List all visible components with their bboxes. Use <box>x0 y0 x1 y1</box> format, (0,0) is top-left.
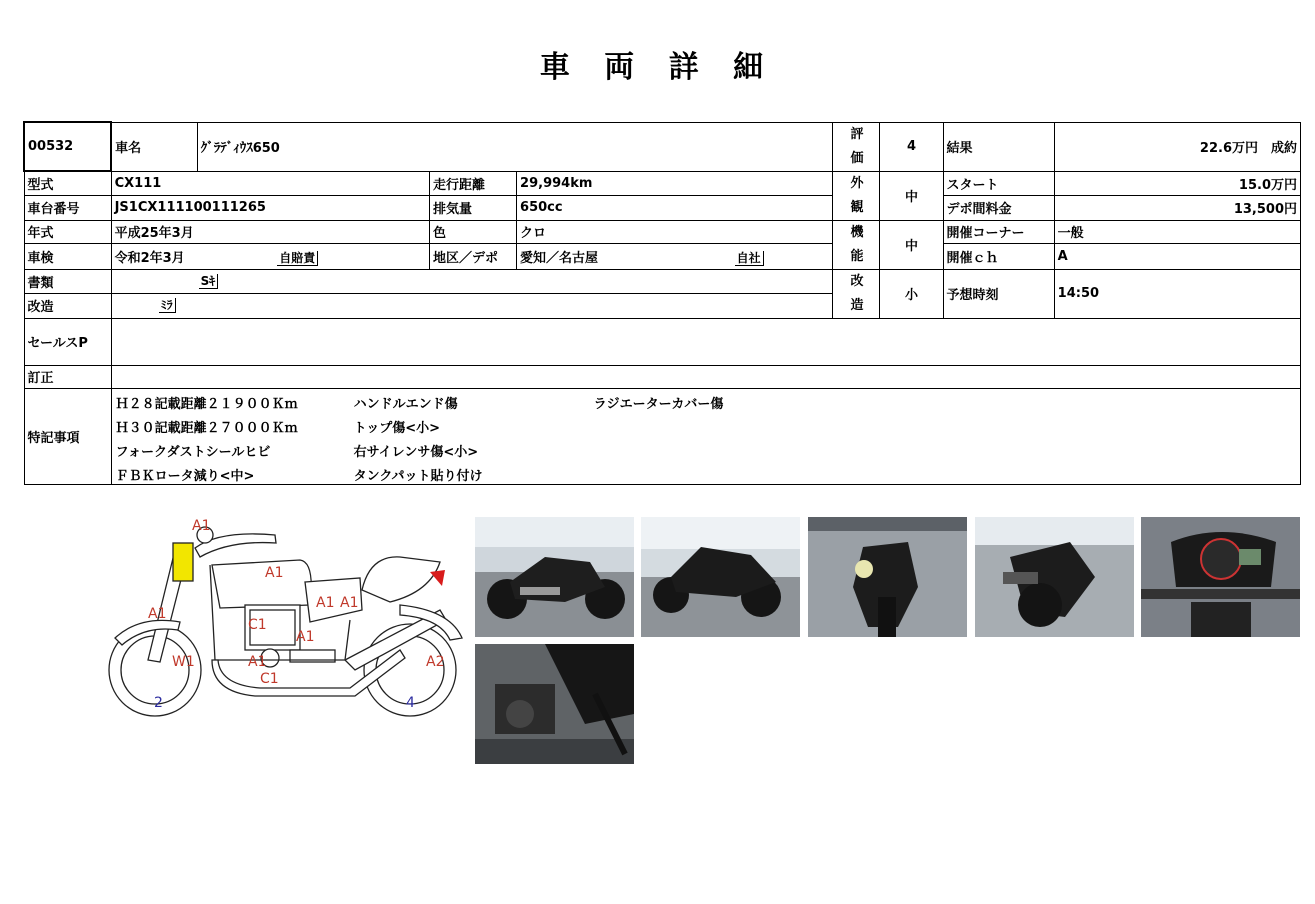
damage-mark: A1 <box>340 595 359 611</box>
notes-label: 特記事項 <box>24 388 111 484</box>
insurance-stamp: 自賠責 <box>277 251 318 266</box>
channel-label: 開催ｃｈ <box>943 244 1054 269</box>
time-value: 14:50 <box>1054 269 1300 318</box>
sales-point-value <box>111 318 1300 365</box>
note-item: ハンドルエンド傷 <box>353 397 458 412</box>
corner-value: 一般 <box>1054 220 1300 244</box>
wheel-rating-front: 2 <box>154 695 163 711</box>
documents-label: 書類 <box>24 269 111 294</box>
color-value: クロ <box>517 220 833 244</box>
mechanics-value: 中 <box>880 220 943 269</box>
result-label: 結果 <box>943 122 1054 171</box>
notes-list <box>112 389 1300 483</box>
vehicle-photo-rear[interactable] <box>975 517 1134 637</box>
mileage-label: 走行距離 <box>429 171 516 196</box>
modification-label: 改造 <box>24 294 111 319</box>
note-item: タンクパット貼り付け <box>353 469 483 484</box>
displacement-value: 650cc <box>517 196 833 221</box>
wheel-rating-rear: 4 <box>406 695 415 711</box>
inspection-cell <box>111 244 429 269</box>
note-item: ラジエーターカバー傷 <box>593 397 724 412</box>
damage-mark: C1 <box>260 671 279 687</box>
damage-mark: A1 <box>248 654 267 670</box>
model-label: 型式 <box>24 171 111 196</box>
correction-value <box>111 365 1300 388</box>
name-label: 車名 <box>111 122 197 171</box>
vehicle-photo-engine-detail[interactable] <box>475 644 634 764</box>
region-cell <box>517 244 833 269</box>
note-item: Ｈ２８記載距離２１９００Ｋｍ <box>115 397 298 412</box>
year-value: 平成25年3月 <box>111 220 429 244</box>
mechanics-label: 機能 <box>833 220 880 269</box>
damage-mark: A1 <box>296 629 315 645</box>
mods-value: 小 <box>880 269 943 318</box>
damage-mark: A1 <box>265 565 284 581</box>
start-value: 15.0万円 <box>1054 171 1300 196</box>
vehicle-name: ｸﾞﾗﾃﾞｨｳｽ650 <box>197 122 833 171</box>
exterior-value: 中 <box>880 171 943 220</box>
damage-mark: W1 <box>172 654 195 670</box>
lot-number: 00532 <box>24 122 111 171</box>
channel-value: A <box>1054 244 1300 269</box>
damage-mark: A2 <box>426 654 445 670</box>
damage-diagram <box>100 510 472 720</box>
note-item: Ｈ３０記載距離２７０００Ｋｍ <box>115 421 298 436</box>
depot-stamp: 自社 <box>735 251 764 266</box>
vehicle-photo-right-side[interactable] <box>475 517 634 637</box>
correction-label: 訂正 <box>24 365 111 388</box>
depot-fee-label: デポ間料金 <box>943 196 1054 221</box>
documents-stamp: Sｷ <box>199 274 219 289</box>
motorcycle-outline-icon <box>100 510 472 720</box>
corner-label: 開催コーナー <box>943 220 1054 244</box>
headlight-icon <box>173 543 193 581</box>
score-value: 4 <box>880 122 943 171</box>
model-value: CX111 <box>111 171 429 196</box>
frame-value: JS1CX111100111265 <box>111 196 429 221</box>
start-label: スタート <box>943 171 1054 196</box>
note-item: フォークダストシールヒビ <box>115 445 271 460</box>
year-label: 年式 <box>24 220 111 244</box>
note-item: トップ傷<小> <box>353 421 440 436</box>
damage-mark: A1 <box>192 518 211 534</box>
note-item: ＦＢＫロータ減り<中> <box>115 469 255 484</box>
documents-cell <box>111 269 833 294</box>
frame-label: 車台番号 <box>24 196 111 221</box>
mileage-value: 29,994km <box>517 171 833 196</box>
sales-point-label: セールスP <box>24 318 111 365</box>
time-label: 予想時刻 <box>943 269 1054 318</box>
color-label: 色 <box>429 220 516 244</box>
modification-stamp: ﾐﾗ <box>159 298 176 313</box>
page-title: 車 両 詳 細 <box>539 50 776 85</box>
damage-mark: C1 <box>248 617 267 633</box>
depot-fee-value: 13,500円 <box>1054 196 1300 221</box>
score-label: 評価 <box>833 122 880 171</box>
notes-cell <box>111 388 1300 484</box>
vehicle-detail-table <box>23 121 1301 485</box>
inspection-value: 令和2年3月 <box>114 250 185 266</box>
damage-mark: A1 <box>148 606 167 622</box>
damage-mark: A1 <box>316 595 335 611</box>
mods-label: 改造 <box>833 269 880 318</box>
exterior-label: 外観 <box>833 171 880 220</box>
region-value: 愛知／名古屋 <box>520 250 599 266</box>
result-value: 22.6万円 成約 <box>1054 122 1300 171</box>
modification-cell <box>111 294 833 319</box>
vehicle-photo-meter[interactable] <box>1141 517 1300 637</box>
note-item: 右サイレンサ傷<小> <box>353 445 479 460</box>
displacement-label: 排気量 <box>429 196 516 221</box>
region-label: 地区／デポ <box>429 244 516 269</box>
vehicle-photo-front[interactable] <box>808 517 967 637</box>
vehicle-photo-left-side[interactable] <box>641 517 800 637</box>
inspection-label: 車検 <box>24 244 111 269</box>
